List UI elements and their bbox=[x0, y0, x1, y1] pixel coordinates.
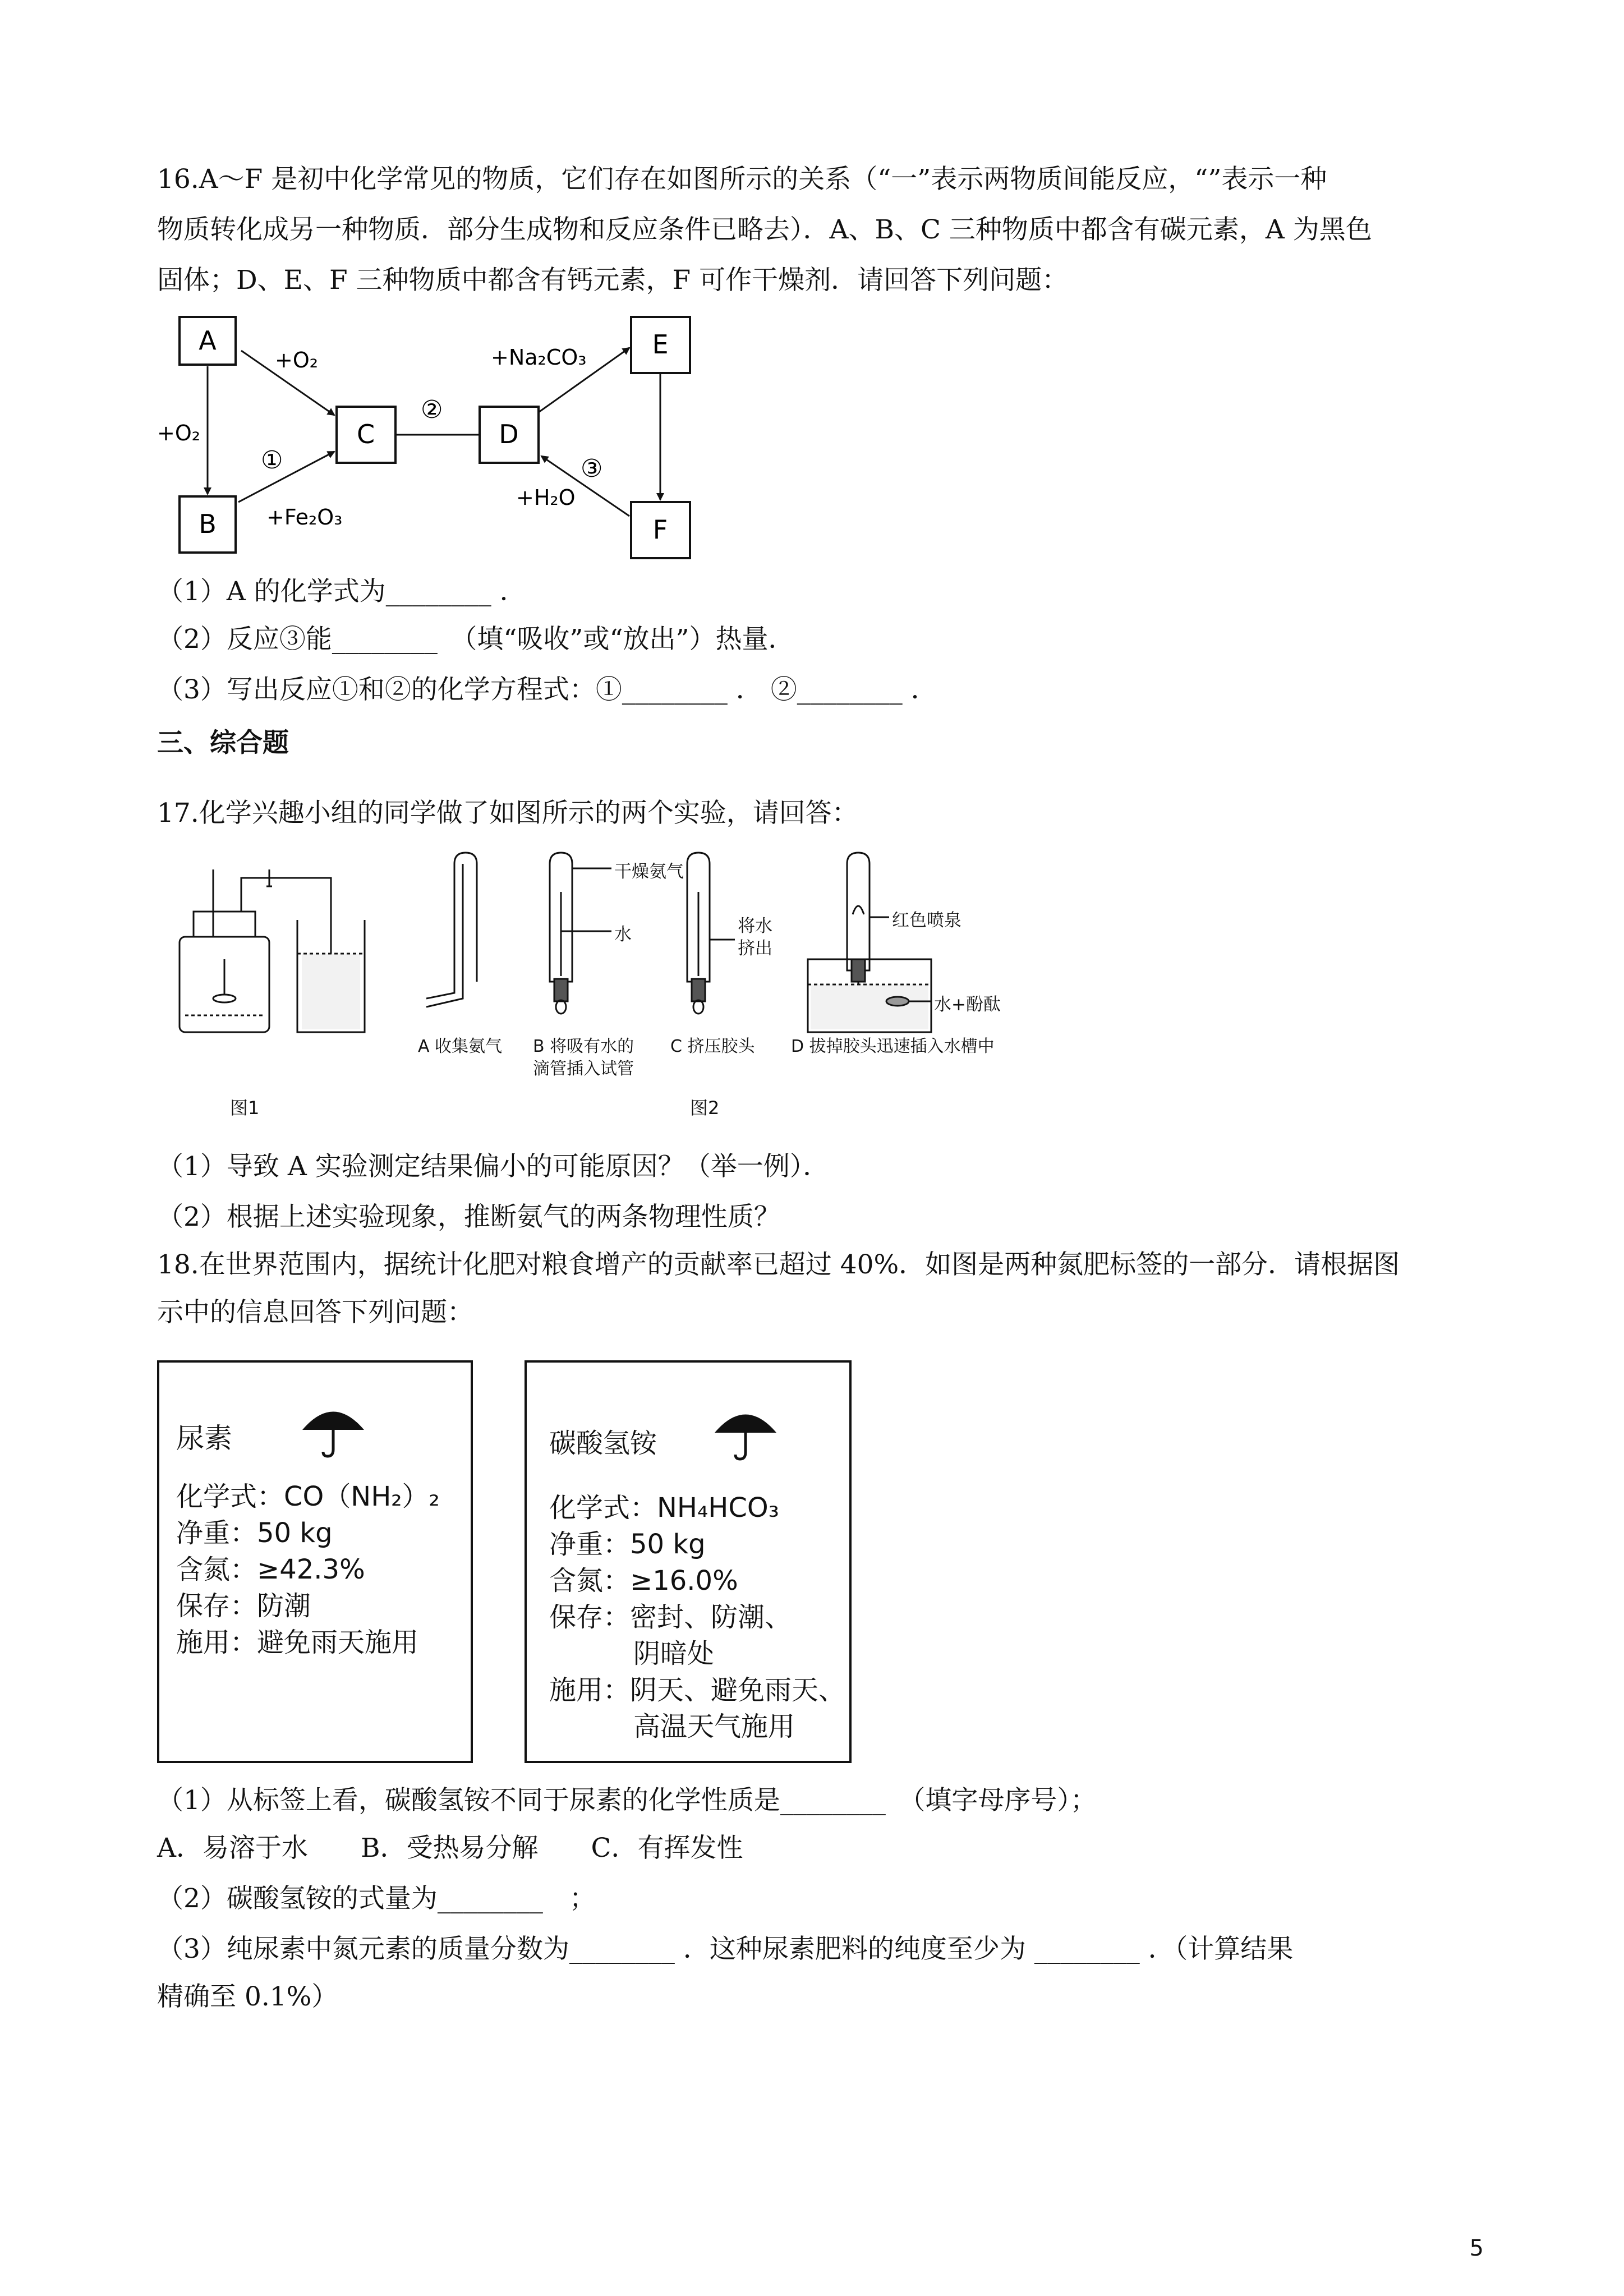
q16-relation-diagram bbox=[157, 306, 707, 569]
label-b-c-num: ① bbox=[261, 446, 283, 475]
label-f-d: +H₂O bbox=[516, 485, 576, 510]
urea-storage: 保存：防潮 bbox=[176, 1590, 311, 1622]
ammonium-bicarbonate-label bbox=[525, 1360, 852, 1763]
urea-weight: 净重：50 kg bbox=[176, 1517, 333, 1549]
nh4hco3-usage-1: 施用：阴天、避免雨天、 bbox=[549, 1674, 846, 1706]
nh4hco3-nitrogen: 含氮：≥16.0% bbox=[549, 1565, 738, 1596]
caption-b-1: B 将吸有水的 bbox=[533, 1037, 634, 1056]
label-red-fountain: 红色喷泉 bbox=[892, 910, 961, 931]
node-a: A bbox=[199, 325, 217, 356]
q18-options: A．易溶于水 B．受热易分解 C．有挥发性 bbox=[157, 1833, 743, 1864]
urea-usage: 施用：避免雨天施用 bbox=[176, 1627, 419, 1658]
q18-sub1: （1）从标签上看，碳酸氢铵不同于尿素的化学性质是________ （填字母序号）； bbox=[157, 1785, 1097, 1816]
node-d: D bbox=[499, 419, 519, 449]
umbrella-icon bbox=[300, 1399, 367, 1461]
umbrella-icon bbox=[712, 1402, 779, 1464]
urea-nitrogen: 含氮：≥42.3% bbox=[176, 1554, 365, 1585]
fig2-tube-d bbox=[808, 853, 931, 1032]
fig1-apparatus bbox=[180, 869, 365, 1032]
fig2-tube-a bbox=[426, 853, 477, 1007]
node-e: E bbox=[652, 329, 669, 360]
nh4hco3-storage-1: 保存：密封、防潮、 bbox=[549, 1602, 792, 1633]
urea-formula: 化学式：CO（NH₂）₂ bbox=[176, 1481, 440, 1512]
label-dry-ammonia: 干燥氨气 bbox=[614, 862, 684, 882]
q17-sub2: （2）根据上述实验现象，推断氨气的两条物理性质？ bbox=[157, 1202, 780, 1232]
label-d-e: +Na₂CO₃ bbox=[491, 345, 587, 370]
q16-line3: 固体；D、E、F 三种物质中都含有钙元素，F 可作干燥剂．请回答下列问题： bbox=[157, 265, 1069, 296]
nh4hco3-storage-2: 阴暗处 bbox=[633, 1638, 715, 1669]
node-b: B bbox=[199, 509, 217, 539]
node-f: F bbox=[652, 514, 668, 545]
q18-line2: 示中的信息回答下列问题： bbox=[157, 1297, 473, 1328]
section-heading: 三、综合题 bbox=[157, 728, 289, 758]
fig2-tube-c bbox=[687, 853, 735, 1014]
caption-d: D 拔掉胶头迅速插入水槽中 bbox=[791, 1037, 995, 1056]
label-c-d-num: ② bbox=[421, 395, 443, 424]
q16-sub3: （3）写出反应①和②的化学方程式：①________ ． ②________ ． bbox=[157, 674, 937, 705]
figure-1-label: 图1 bbox=[230, 1097, 260, 1119]
page-number: 5 bbox=[1469, 2235, 1484, 2261]
node-c: C bbox=[356, 419, 375, 449]
label-b-c: +Fe₂O₃ bbox=[266, 505, 343, 530]
label-water: 水 bbox=[614, 924, 632, 945]
nh4hco3-name: 碳酸氢铵 bbox=[549, 1428, 657, 1459]
nh4hco3-formula: 化学式：NH₄HCO₃ bbox=[549, 1492, 779, 1524]
q18-sub3-cont: 精确至 0.1%） bbox=[157, 1981, 338, 2012]
caption-a: A 收集氨气 bbox=[418, 1037, 503, 1056]
arrow-b-c bbox=[238, 452, 334, 502]
caption-b-2: 滴管插入试管 bbox=[533, 1059, 634, 1079]
q18-line1: 18.在世界范围内，据统计化肥对粮食增产的贡献率已超过 40%．如图是两种氮肥标签的一部分．请根据图 bbox=[157, 1249, 1400, 1280]
q16-sub1: （1）A 的化学式为________ ． bbox=[157, 576, 526, 607]
figure-2-label: 图2 bbox=[690, 1097, 720, 1119]
label-f-d-num: ③ bbox=[581, 454, 603, 483]
q17-sub1: （1）导致 A 实验测定结果偏小的可能原因？（举一例）． bbox=[157, 1151, 830, 1182]
label-squeeze-1: 将水 bbox=[738, 916, 772, 936]
q17-stem: 17.化学兴趣小组的同学做了如图所示的两个实验，请回答： bbox=[157, 798, 858, 829]
label-water-phenolphthalein: 水+酚酞 bbox=[934, 995, 1001, 1015]
nh4hco3-weight: 净重：50 kg bbox=[549, 1529, 706, 1560]
q16-line1: 16.A～F 是初中化学常见的物质，它们存在如图所示的关系（“一”表示两物质间能反应，“”表示一种 bbox=[157, 164, 1327, 195]
q18-sub3: （3）纯尿素中氮元素的质量分数为________ ．这种尿素肥料的纯度至少为 ________ ．（计算结果 bbox=[157, 1934, 1294, 1964]
caption-c: C 挤压胶头 bbox=[670, 1037, 755, 1056]
nh4hco3-usage-2: 高温天气施用 bbox=[633, 1711, 795, 1742]
urea-label bbox=[157, 1360, 473, 1763]
label-a-b: +O₂ bbox=[157, 421, 200, 445]
fig2-tube-b bbox=[550, 853, 611, 1014]
q16-line2: 物质转化成另一种物质．部分生成物和反应条件已略去）．A、B、C 三种物质中都含有碳元素，A 为黑色 bbox=[157, 214, 1372, 245]
q18-sub2: （2）碳酸氢铵的式量为________ ； bbox=[157, 1883, 596, 1914]
label-squeeze-2: 挤出 bbox=[738, 938, 772, 959]
label-a-c: +O₂ bbox=[275, 348, 318, 372]
urea-name: 尿素 bbox=[176, 1422, 232, 1455]
q16-sub2: （2）反应③能________ （填“吸收”或“放出”）热量． bbox=[157, 624, 795, 655]
